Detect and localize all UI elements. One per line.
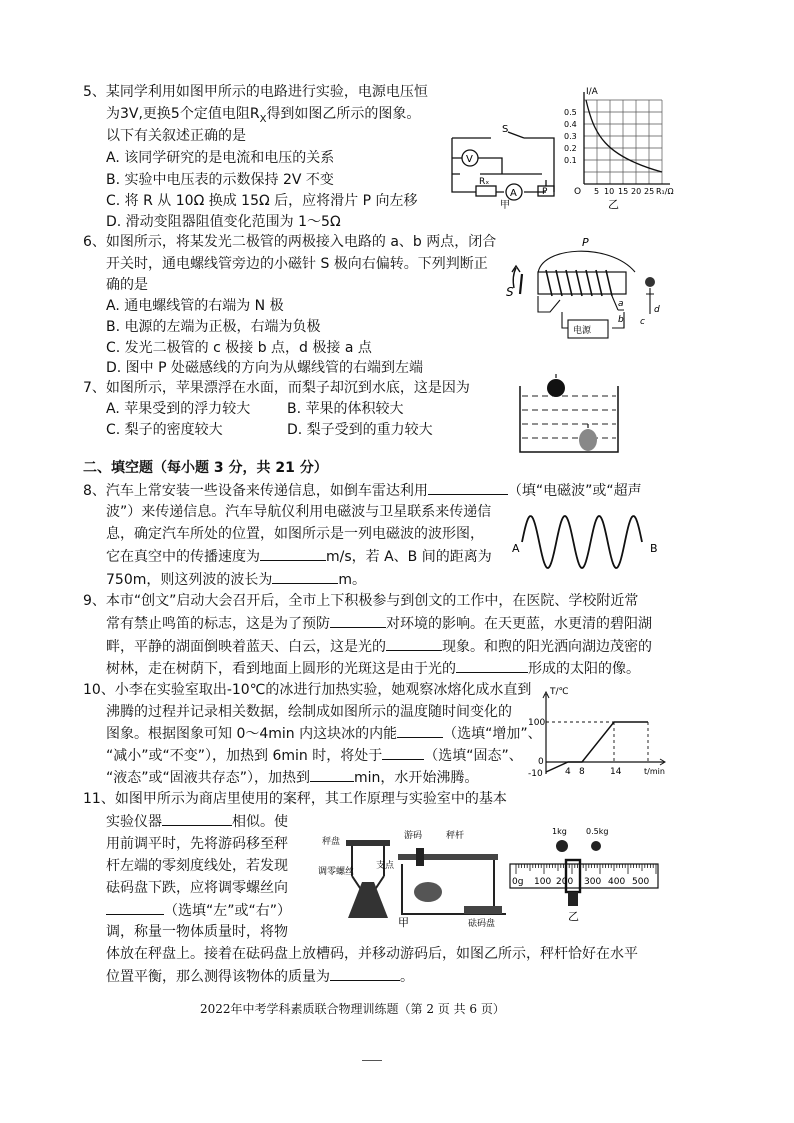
q10-xlabel: t/min xyxy=(644,767,665,776)
q6-label-b: b xyxy=(618,315,624,325)
q10-line-4 xyxy=(106,745,523,766)
q7-option-a: A. 苹果受到的浮力较大 xyxy=(106,401,251,417)
q10-line-5a: “液态”或“固液共存态”），加热到 xyxy=(106,770,311,786)
q5-label-s: S xyxy=(502,124,509,135)
q10-xtick-8: 8 xyxy=(579,767,585,777)
q5-subscript: X xyxy=(259,113,267,125)
q9-blank-1[interactable] xyxy=(330,613,386,628)
q6-label-a: a xyxy=(618,299,624,309)
q8-blank-2[interactable] xyxy=(260,546,326,561)
q5-label-yi: 乙 xyxy=(608,198,619,210)
q10-curve xyxy=(546,722,648,772)
q9-line-4 xyxy=(106,658,640,679)
q10-ytick-neg10: -10 xyxy=(528,769,543,778)
q9-line-4a: 树林，走在树荫下，看到地面上圆形的光斑这是由于光的 xyxy=(106,661,456,677)
q6-label-d: d xyxy=(654,305,660,315)
q11-line-1: 11、如图甲所示为商店里使用的案秤，其工作原理与实验室中的基本 xyxy=(83,791,507,807)
q11-line-3: 用前调平时，先将游码移至秤 xyxy=(106,836,288,852)
q9-line-2 xyxy=(106,613,652,634)
page-mark xyxy=(362,1060,382,1061)
q10-xtick-14: 14 xyxy=(610,767,622,777)
q6-line-1: 6、如图所示，将某发光二极管的两极接入电路的 a、b 两点，闭合 xyxy=(83,234,497,250)
q6-option-b: B. 电源的左端为正极，右端为负极 xyxy=(106,319,321,335)
q11-line-4: 杆左端的零刻度线处，若发现 xyxy=(106,858,288,874)
q11-scale-200: 200 xyxy=(556,877,574,887)
q11-label-weightpan: 砝码盘 xyxy=(468,919,496,928)
page-footer: 2022年中考学科素质联合物理训练题（第 2 页 共 6 页） xyxy=(200,1002,505,1016)
q5-xtick-5: 5 xyxy=(594,187,600,196)
q6-option-a: A. 通电螺线管的右端为 N 极 xyxy=(106,298,284,314)
q11-line-5: 砝码盘下跌，应将调零螺丝向 xyxy=(106,880,288,896)
q11-line-2a: 实验仪器 xyxy=(106,814,162,830)
q11-label-slot: 槽码 xyxy=(422,873,441,883)
q5-line-2a: 为3V,更换5个定值电阻R xyxy=(106,106,260,122)
q5-ytick-05: 0.5 xyxy=(564,108,577,117)
q11-scale-figure xyxy=(318,818,512,928)
q9-line-2b: 对环境的影响。在天更蓝，水更清的碧阳湖 xyxy=(386,616,652,632)
q5-ytick-02: 0.2 xyxy=(564,144,577,153)
q8-wave-figure xyxy=(508,508,664,574)
q5-line-3: 以下有关叙述正确的是 xyxy=(106,128,246,144)
q5-ylabel: I/A xyxy=(586,87,598,97)
q10-origin: 0 xyxy=(538,757,544,767)
q11-label-w1: 1kg xyxy=(552,827,567,836)
q8-line-3: 息，确定汽车所处的位置，如图所示是一列电磁波的波形图， xyxy=(106,526,484,542)
q8-line-4 xyxy=(106,546,492,567)
q7-option-b: B. 苹果的体积较大 xyxy=(287,401,404,417)
q11-scale-300: 300 xyxy=(584,877,602,887)
q5-label-v: V xyxy=(466,154,473,165)
q11-scale-500: 500 xyxy=(632,877,650,887)
q5-xtick-10: 10 xyxy=(604,187,615,196)
q8-line-5a: 750m，则这列波的波长为 xyxy=(106,572,273,588)
q11-blank-1[interactable] xyxy=(162,811,232,826)
q9-line-3 xyxy=(106,636,652,657)
q10-line-3b: （选填“增加”、 xyxy=(443,726,542,742)
q8-line-1a: 8、汽车上常安装一些设备来传递信息，如倒车雷达利用 xyxy=(83,483,428,499)
q11-line-2 xyxy=(106,811,288,832)
q8-label-b: B xyxy=(650,542,658,555)
weight-05kg-icon xyxy=(591,841,601,851)
q6-option-d: D. 图中 P 处磁感线的方向为从螺线管的右端到左端 xyxy=(106,360,424,376)
q10-graph-figure xyxy=(528,686,670,778)
q7-line: 7、如图所示，苹果漂浮在水面，而梨子却沉到水底，这是因为 xyxy=(83,380,470,396)
q9-line-3a: 畔，平静的湖面倒映着蓝天、白云，这是光的 xyxy=(106,639,386,655)
q9-blank-2[interactable] xyxy=(386,636,442,651)
q11-label-yi: 乙 xyxy=(568,910,579,923)
q11-scale-400: 400 xyxy=(608,877,626,887)
q5-xtick-25: 25 xyxy=(644,187,655,196)
q10-line-2: 沸腾的过程并记录相关数据，绘制成如图所示的温度随时间变化的 xyxy=(106,704,512,720)
q6-line-2: 开关时，通电螺线管旁边的小磁针 S 极向右偏转。下列判断正 xyxy=(106,256,488,272)
q11-label-jia: 甲 xyxy=(398,916,409,928)
apple-icon xyxy=(547,379,565,397)
q6-power-label: 电源 xyxy=(573,326,592,336)
q10-ytick-100: 100 xyxy=(528,718,546,728)
q5-option-a: A. 该同学研究的是电流和电压的关系 xyxy=(106,150,335,166)
q8-line-4a: 它在真空中的传播速度为 xyxy=(106,549,260,565)
weight-1kg-icon xyxy=(556,840,568,852)
q9-line-2a: 常有禁止鸣笛的标志，这是为了预防 xyxy=(106,616,330,632)
q10-blank-2[interactable] xyxy=(382,745,424,760)
q11-label-beam: 秤杆 xyxy=(446,831,465,841)
q5-graph-figure xyxy=(562,86,674,210)
q11-blank-3[interactable] xyxy=(330,966,400,981)
q6-label-c: c xyxy=(640,317,645,327)
q9-blank-3[interactable] xyxy=(456,658,528,673)
q11-label-w2: 0.5kg xyxy=(586,827,609,836)
q5-option-c: C. 将 R 从 10Ω 换成 15Ω 后，应将滑片 P 向左移 xyxy=(106,193,418,209)
q8-blank-3[interactable] xyxy=(272,569,338,584)
q5-ytick-01: 0.1 xyxy=(564,156,577,165)
q5-line-1: 5、某同学利用如图甲所示的电路进行实验，电源电压恒 xyxy=(83,84,428,100)
q11-scale-0: 0g xyxy=(512,877,524,887)
q6-line-3: 确的是 xyxy=(106,277,148,293)
q6-label-p: P xyxy=(582,236,589,249)
section-2-heading: 二、填空题（每小题 3 分，共 21 分） xyxy=(83,460,328,476)
q6-option-c: C. 发光二极管的 c 极接 b 点，d 极接 a 点 xyxy=(106,340,372,356)
q11-line-6-text: （选填“左”或“右”） xyxy=(164,903,292,919)
q5-xlabel: R₁/Ω xyxy=(656,187,674,196)
q6-label-s: S xyxy=(506,285,514,299)
q8-line-4b: m/s，若 A、B 间的距离为 xyxy=(326,549,492,565)
q9-line-4b: 形成的太阳的像。 xyxy=(528,661,640,677)
q8-label-a: A xyxy=(512,542,520,555)
q5-xtick-o: O xyxy=(574,187,582,197)
q5-label-rx: Rₓ xyxy=(479,177,490,187)
q7-option-c: C. 梨子的密度较大 xyxy=(106,422,223,438)
q9-line-3b: 现象。和煦的阳光洒向湖边茂密的 xyxy=(442,639,652,655)
q5-option-d: D. 滑动变阻器阻值变化范围为 1～5Ω xyxy=(106,214,341,230)
q8-line-1b: （填“电磁波”或“超声 xyxy=(507,483,642,499)
q8-line-1 xyxy=(83,480,642,501)
q10-line-4a: “减小”或“不变”），加热到 6min 时，将处于 xyxy=(106,748,383,764)
q10-xtick-4: 4 xyxy=(565,767,571,777)
q10-line-3a: 图象。根据图象可知 0～4min 内这块冰的内能 xyxy=(106,726,398,742)
q6-solenoid-figure xyxy=(500,236,670,348)
q10-ylabel: T/℃ xyxy=(550,687,569,697)
q11-label-screw: 调零螺丝 xyxy=(318,867,355,877)
q5-ytick-03: 0.3 xyxy=(564,132,577,141)
q5-xtick-15: 15 xyxy=(618,187,629,196)
q5-ytick-04: 0.4 xyxy=(564,120,577,129)
q11-line-6 xyxy=(106,900,291,921)
q5-label-jia: 甲 xyxy=(500,200,510,210)
q10-line-3 xyxy=(106,723,542,744)
q11-line-9a: 位置平衡，那么测得该物体的质量为 xyxy=(106,969,330,985)
q5-circuit-figure xyxy=(446,118,564,210)
q11-line-8: 体放在秤盘上。接着在砝码盘上放槽码，并移动游码后，如图乙所示，秤杆恰好在水平 xyxy=(106,946,638,962)
q8-wave xyxy=(522,516,642,568)
q8-line-5 xyxy=(106,569,366,590)
q11-line-2b: 相似。使 xyxy=(232,814,288,830)
q10-line-5b: min，水开始沸腾。 xyxy=(354,770,479,786)
q11-label-pan: 秤盘 xyxy=(322,837,341,847)
q11-label-rider: 游码 xyxy=(404,831,423,841)
q11-line-9b: 。 xyxy=(400,969,414,985)
q8-line-2: 波”）来传递信息。汽车导航仪利用电磁波与卫星联系来传递信 xyxy=(106,504,492,520)
q5-line-2b: 得到如图乙所示的图象。 xyxy=(266,106,421,122)
q11-scale-100: 100 xyxy=(534,877,552,887)
q5-label-a: A xyxy=(510,188,517,199)
q11-line-7: 调，称量一物体质量时，将物 xyxy=(106,924,288,940)
q8-line-5b: m。 xyxy=(338,572,366,588)
q9-line-1: 9、本市“创文”启动大会召开后，全市上下积极参与到创文的工作中，在医院、学校附近常 xyxy=(83,593,639,609)
q10-blank-1[interactable] xyxy=(397,723,443,738)
q10-line-5 xyxy=(106,767,478,788)
q7-option-d: D. 梨子受到的重力较大 xyxy=(287,422,433,438)
q11-blank-2[interactable] xyxy=(106,900,164,915)
q5-option-b: B. 实验中电压表的示数保持 2V 不变 xyxy=(106,172,334,188)
q8-blank-1[interactable] xyxy=(428,480,508,495)
q10-line-1: 10、小李在实验室取出-10℃的冰进行加热实验，她观察冰熔化成水直到 xyxy=(83,682,532,698)
q11-line-9 xyxy=(106,966,414,987)
q7-beaker-figure xyxy=(516,372,622,456)
q10-blank-3[interactable] xyxy=(310,767,354,782)
q10-line-4b: （选填“固态”、 xyxy=(424,748,523,764)
q11-beam-figure xyxy=(506,824,662,924)
q11-label-pivot: 支点 xyxy=(376,861,395,871)
q5-label-p: P xyxy=(542,187,548,197)
pear-icon xyxy=(579,429,597,451)
q5-xtick-20: 20 xyxy=(631,187,642,196)
